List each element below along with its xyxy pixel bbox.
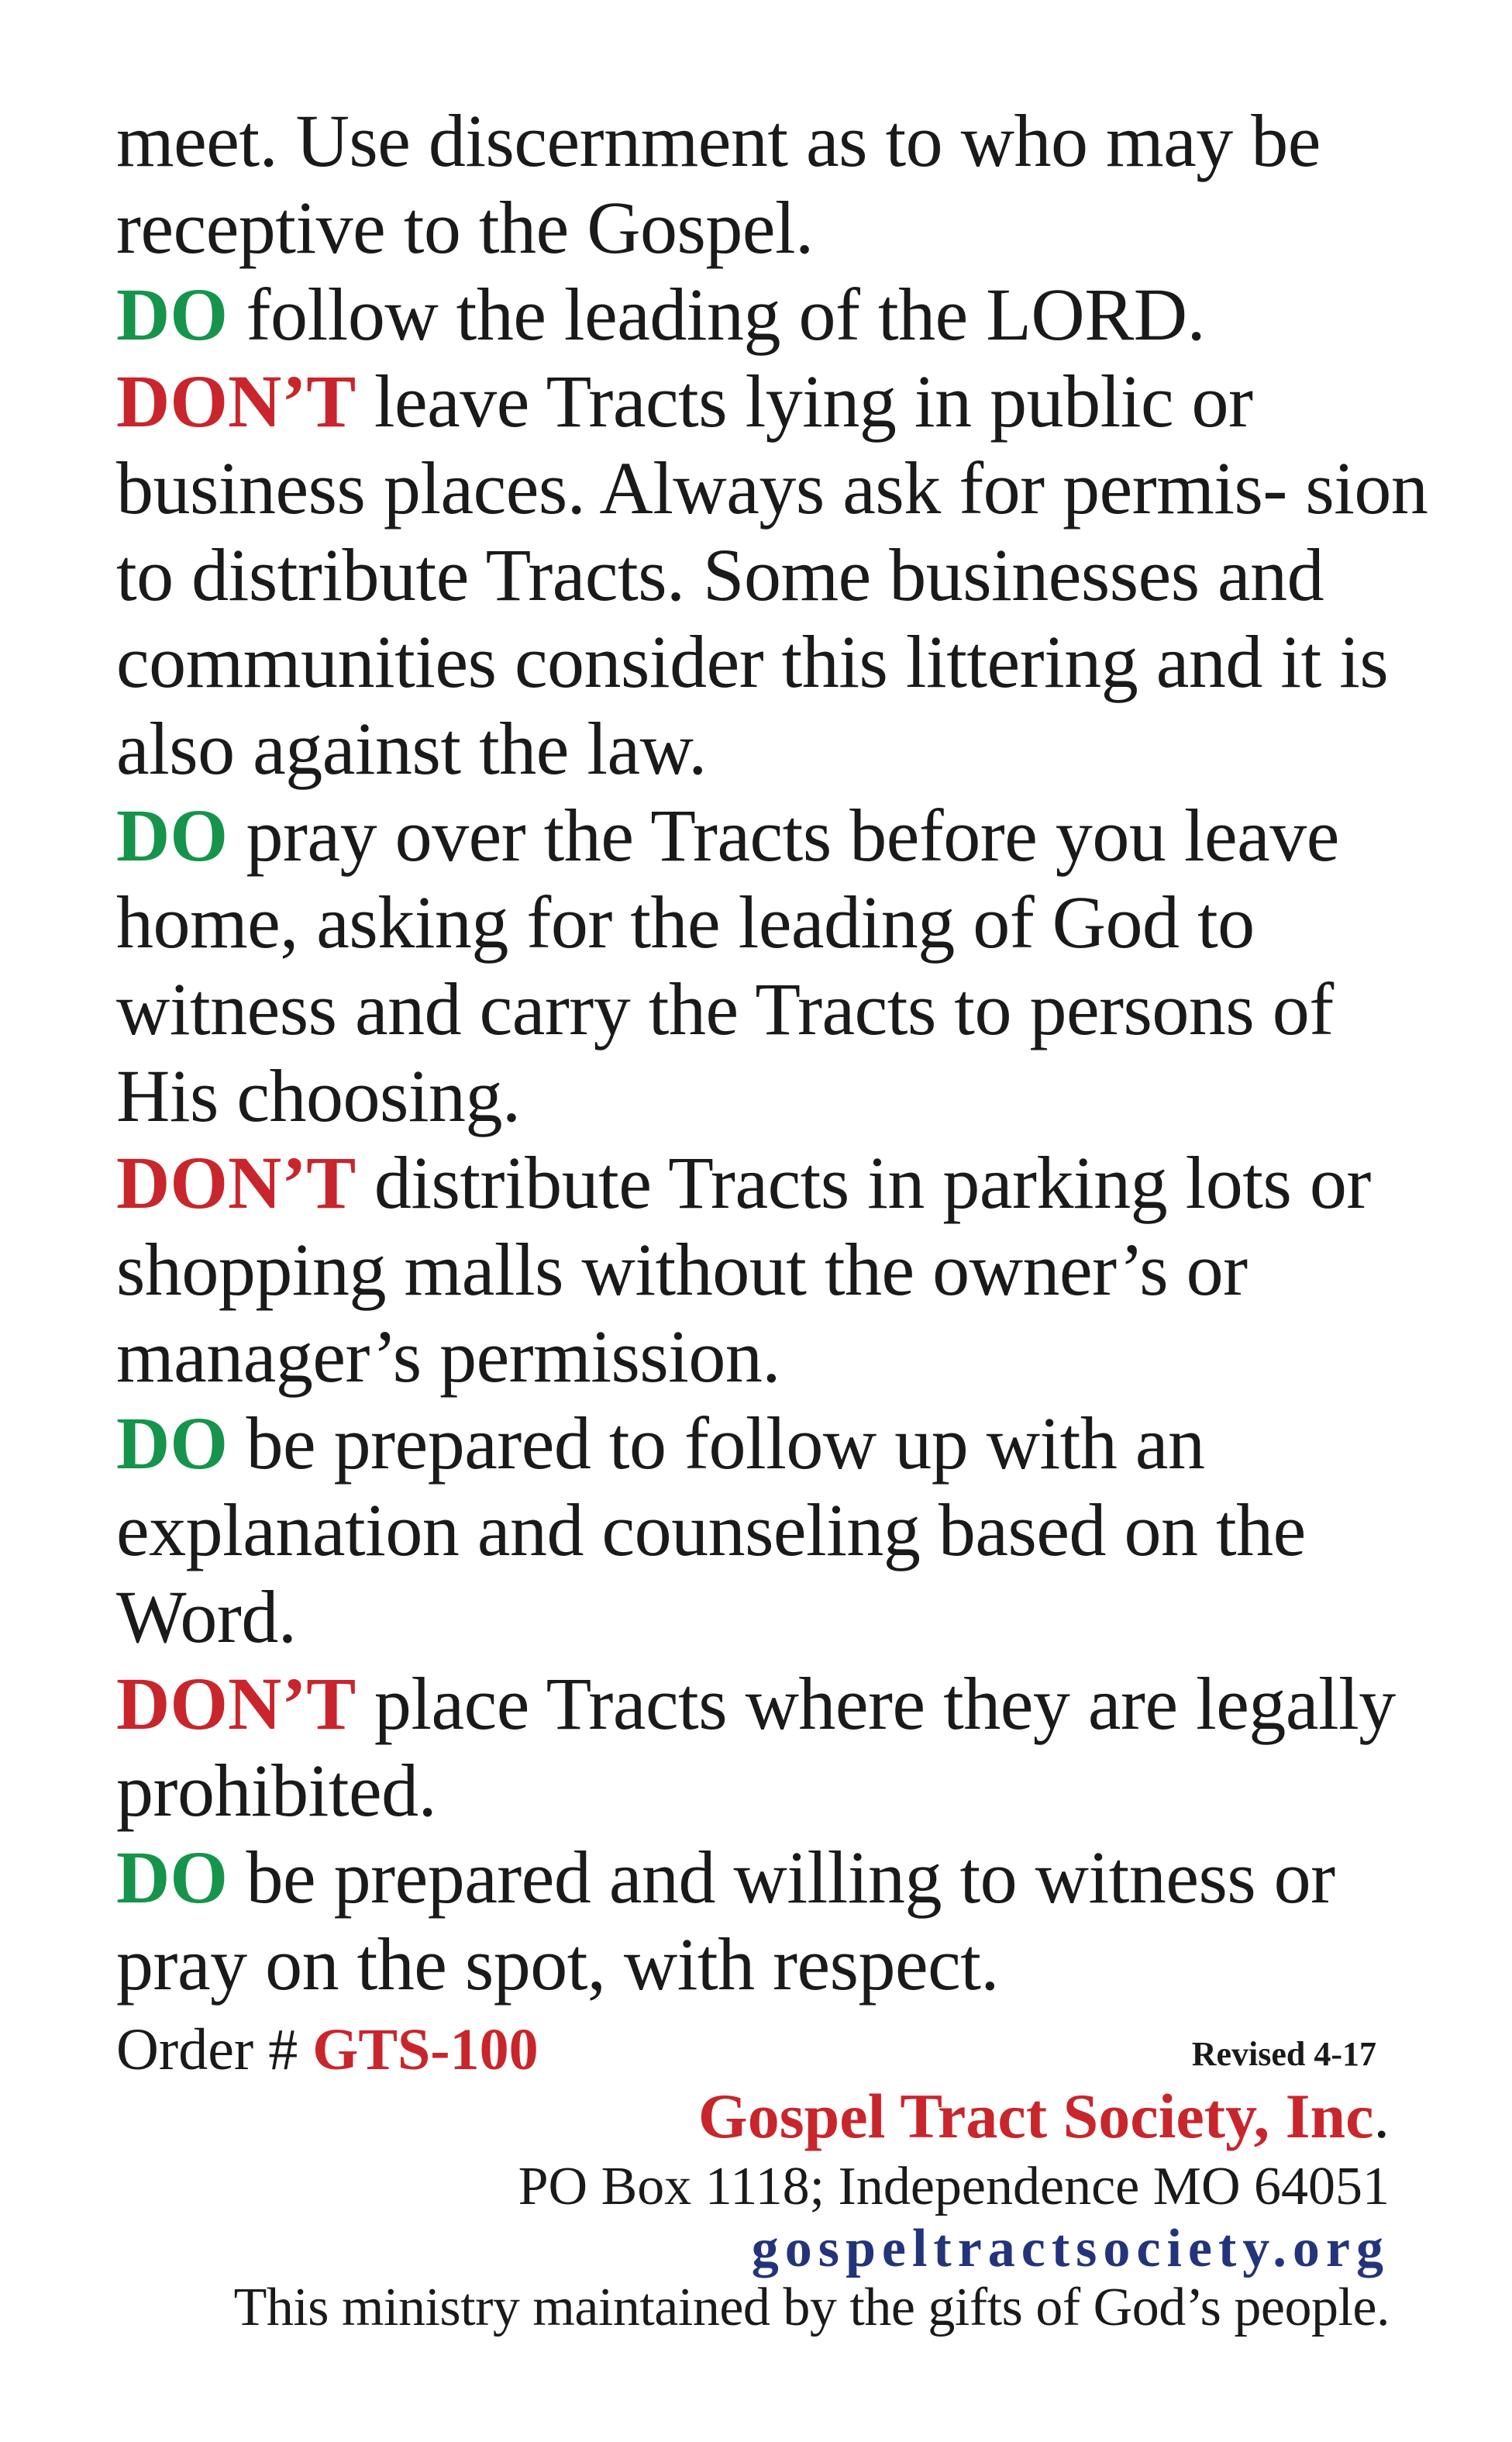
dont-keyword: DON’T: [116, 1141, 356, 1224]
dont-keyword: DON’T: [116, 360, 356, 443]
order-number: [116, 2013, 539, 2087]
paragraph-text: meet. Use discernment as to who may be receptive to the Gospel.: [116, 99, 1321, 269]
paragraph-text: place Tracts where they are legally prohibited.: [116, 1662, 1396, 1832]
paragraph-text: follow the leading of the LORD.: [228, 273, 1206, 356]
order-label: Order #: [116, 2017, 313, 2082]
organization-name-suffix: .: [1373, 2081, 1390, 2151]
organization-name: [698, 2078, 1390, 2155]
organization-name-text: Gospel Tract Society, Inc: [697, 2081, 1374, 2151]
dont-paragraph: [116, 1661, 1434, 1834]
paragraph-text: pray over the Tracts before you leave home, asking for the leading of God to witness and carry the Tracts to persons of His choosing.: [116, 794, 1339, 1137]
dont-paragraph: [116, 1140, 1434, 1400]
do-keyword: DO: [116, 1836, 228, 1919]
tract-body: [116, 98, 1434, 2008]
do-paragraph: [116, 1400, 1434, 1661]
ministry-note: This ministry maintained by the gifts of God’s people.: [233, 2278, 1390, 2337]
revision-date: Revised 4-17: [1191, 2035, 1376, 2073]
mailing-address: PO Box 1118; Independence MO 64051: [518, 2157, 1390, 2216]
paragraph-text: be prepared and willing to witness or pray on the spot, with respect.: [116, 1836, 1335, 2006]
do-keyword: DO: [116, 273, 228, 356]
dont-paragraph: [116, 358, 1434, 792]
paragraph-text: be prepared to follow up with an explanation and counseling based on the Word.: [116, 1402, 1306, 1658]
paragraph-text: distribute Tracts in parking lots or shopping malls without the owner’s or manager’s permission.: [116, 1141, 1371, 1398]
do-paragraph: [116, 792, 1434, 1140]
intro-paragraph: [116, 98, 1434, 271]
order-code: GTS-100: [312, 2017, 539, 2082]
do-keyword: DO: [116, 1402, 228, 1485]
do-keyword: DO: [116, 794, 228, 877]
paragraph-text: leave Tracts lying in public or business places. Always ask for permis- sion to distribute Tracts. Some businesses and communities consider this littering and it is also against the law.: [116, 360, 1428, 790]
dont-keyword: DON’T: [116, 1662, 356, 1745]
do-paragraph: [116, 271, 1434, 358]
do-paragraph: [116, 1834, 1434, 2008]
website-link[interactable]: gospeltractsociety.org: [751, 2219, 1390, 2278]
